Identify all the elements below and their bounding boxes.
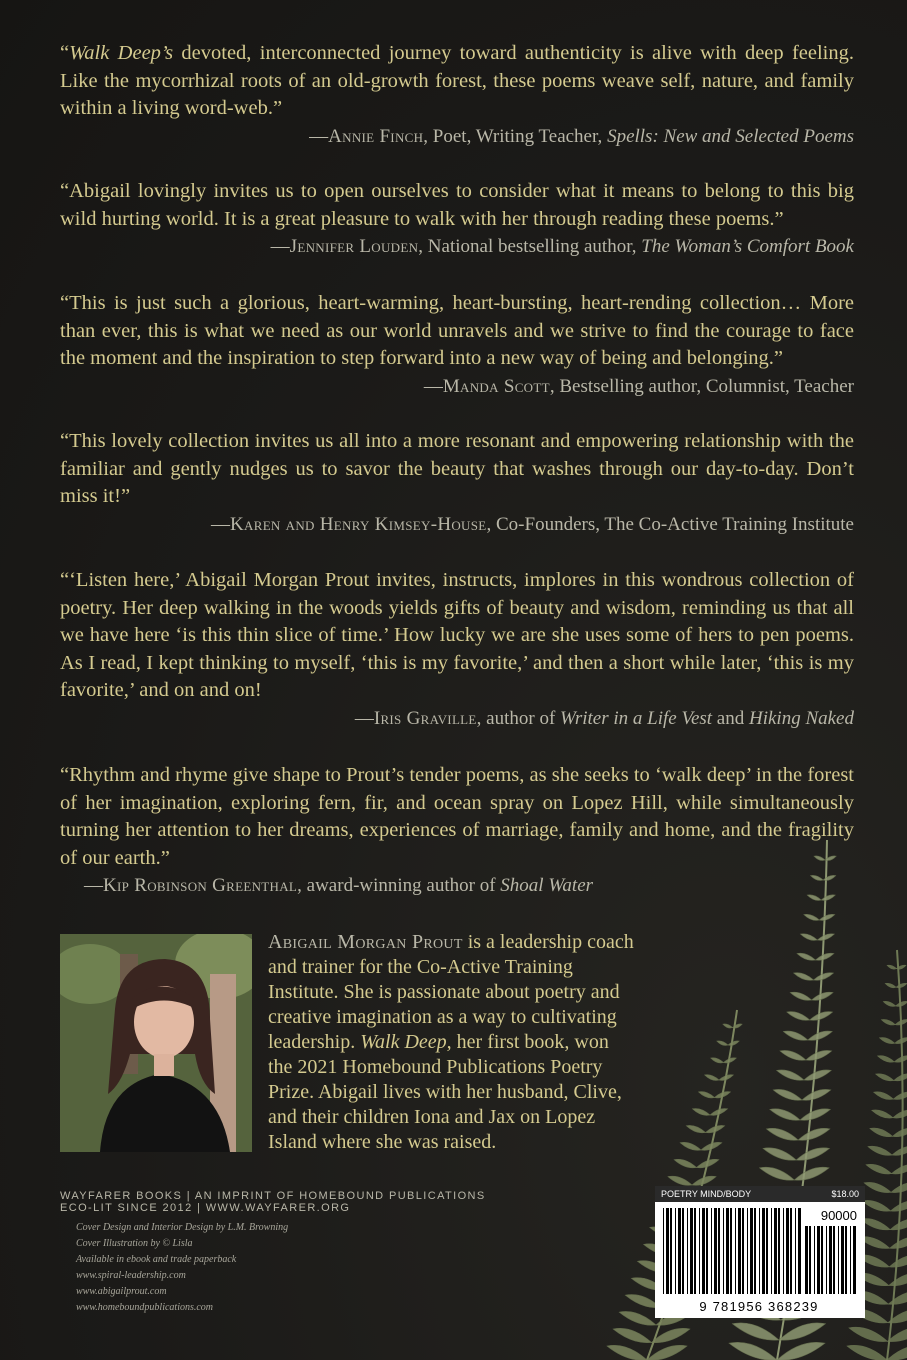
- fern-leaflet: [872, 1110, 893, 1118]
- fern-leaflet: [717, 1041, 728, 1046]
- barcode-price-code: 90000: [820, 1208, 857, 1223]
- barcode-bars-addon: [805, 1226, 859, 1294]
- fern-leaflet: [647, 1345, 687, 1360]
- fern-leaflet: [892, 1128, 907, 1137]
- fern-leaflet: [711, 1058, 724, 1063]
- publisher-info: [60, 1190, 490, 1214]
- barcode-bar: [845, 1226, 847, 1294]
- fern-leaflet: [896, 1001, 907, 1006]
- barcode-bar: [711, 1208, 712, 1294]
- barcode-bar: [814, 1226, 815, 1294]
- barcode-bar: [829, 1226, 832, 1294]
- quote-text: “This is just such a glorious, heart-warming, heart-bursting, heart-rending collection… More than ever, this is what we need as our world unravels and we strive to find the courage to face the moment and the inspiration to step forward into a new way of being and belonging.”: [60, 292, 854, 369]
- credit-line: www.spiral-leadership.com: [76, 1270, 186, 1281]
- quote-text: “Rhythm and rhyme give shape to Prout’s tender poems, as she seeks to ‘walk deep’ in the forest of her imagination, exploring fern, fir, and ocean spray on Lopez Hill, while simultaneously turning her attention to her dreams, experiences of marriage, family and home, and the fragility of our earth.”: [60, 764, 854, 869]
- barcode-bar: [666, 1208, 669, 1294]
- quote-text: “This lovely collection invites us all into a more resonant and empowering relationship with the familiar and gently nudges us to savor the beauty that washes through our day-to-day. Don’t miss it!”: [60, 430, 854, 507]
- fern-leaflet: [780, 1050, 806, 1060]
- fern-leaflet: [847, 1345, 887, 1360]
- barcode-bar: [841, 1226, 844, 1294]
- barcode-price: $18.00: [831, 1189, 859, 1199]
- barcode-bar: [678, 1208, 681, 1294]
- fern-leaflet: [729, 1342, 777, 1360]
- fern-leaflet: [849, 1327, 888, 1341]
- fern-leaflet: [797, 953, 815, 960]
- quote-attribution: —Jennifer Louden, National bestselling author, The Woman’s Comfort Book: [270, 236, 854, 257]
- fern-leaflet: [794, 973, 814, 981]
- fern-leaflet: [885, 983, 896, 988]
- barcode-bar: [690, 1208, 693, 1294]
- fern-leaflet: [613, 1328, 651, 1342]
- fern-leaflet: [724, 1058, 737, 1063]
- barcode-bar: [663, 1208, 664, 1294]
- fern-leaflet: [692, 1109, 710, 1116]
- isbn-barcode: [655, 1186, 865, 1318]
- barcode-category: POETRY MIND/BODY: [661, 1189, 752, 1199]
- fern-leaflet: [692, 1176, 716, 1185]
- fern-leaflet: [804, 1070, 831, 1080]
- fern-leaflet: [881, 1019, 895, 1025]
- fern-leaflet: [888, 1291, 907, 1304]
- quote-attribution: —Iris Graville, author of Writer in a Life Vest and Hiking Naked: [354, 707, 854, 729]
- author-bio: Abigail Morgan Prout is a leadership coach and trainer for the Co-Active Training Institute. She is passionate about poetry and creative imagination as a way to cultivating leadership. Walk Deep, her first book, won the 2021 Homebound Publications Poetry Prize. Abigail lives with her husband, Clive, and their children Iona and Jax on Lopez Island where she was raised.: [268, 931, 634, 1153]
- fern-leaflet: [607, 1345, 647, 1360]
- fern-leaflet: [699, 1092, 715, 1098]
- barcode-bar: [742, 1208, 744, 1294]
- barcode-bar: [821, 1226, 823, 1294]
- fern-leaflet: [705, 1075, 719, 1081]
- barcode-bar: [718, 1208, 720, 1294]
- barcode-bar: [805, 1226, 808, 1294]
- fern-leaflet: [787, 1012, 810, 1021]
- fern-leaflet: [706, 1125, 725, 1132]
- barcode-bar: [706, 1208, 708, 1294]
- fern-leaflet: [800, 934, 817, 941]
- fern-leaflet: [892, 1164, 907, 1174]
- quote-3: [60, 290, 854, 400]
- credit-line: www.abigailprout.com: [76, 1286, 167, 1297]
- fern-leaflet: [680, 1142, 701, 1150]
- quote-attribution: —Annie Finch, Poet, Writing Teacher, Spells: New and Selected Poems: [309, 125, 854, 147]
- barcode-bar: [786, 1208, 789, 1294]
- publisher-line-2: ECO-LIT SINCE 2012 | WWW.WAYFARER.ORG: [60, 1202, 351, 1214]
- barcode-bar: [766, 1208, 768, 1294]
- barcode-bar: [750, 1208, 753, 1294]
- barcode-bar: [735, 1208, 736, 1294]
- fern-leaflet: [719, 1075, 733, 1081]
- fern-leaflet: [728, 1041, 739, 1046]
- barcode-bar: [675, 1208, 676, 1294]
- barcode-bar: [762, 1208, 765, 1294]
- barcode-bar: [833, 1226, 835, 1294]
- barcode-bar: [759, 1208, 760, 1294]
- fern-leaflet: [896, 983, 907, 988]
- fern-leaflet: [891, 1182, 907, 1192]
- barcode-bar: [783, 1208, 784, 1294]
- fern-leaflet: [701, 1142, 722, 1150]
- credit-line: Available in ebook and trade paperback: [76, 1254, 237, 1265]
- fern-leaflet: [763, 1148, 796, 1160]
- fern-leaflet: [802, 1089, 831, 1100]
- fern-leaflet: [894, 1056, 907, 1063]
- barcode-bar: [795, 1208, 796, 1294]
- quote-attribution: —Kip Robinson Greenthal, award-winning author of Shoal Water: [84, 875, 594, 896]
- fern-leaflet: [796, 1148, 829, 1160]
- barcode-bar: [723, 1208, 724, 1294]
- barcode-bar: [754, 1208, 756, 1294]
- fern-leaflet: [777, 1070, 804, 1080]
- barcode-bar: [771, 1208, 772, 1294]
- fern-leaflet: [804, 914, 820, 920]
- fern-leaflet: [814, 973, 834, 981]
- fern-leaflet: [779, 1323, 826, 1340]
- barcode-bar: [714, 1208, 717, 1294]
- barcode-bar: [809, 1226, 811, 1294]
- fern-leaflet: [891, 1200, 907, 1211]
- fern-leaflet: [715, 1092, 731, 1098]
- fern-leaflet: [810, 1012, 833, 1021]
- barcode-bar: [694, 1208, 696, 1294]
- fern-leaflet: [686, 1125, 705, 1132]
- barcode-bar: [726, 1208, 729, 1294]
- fern-leaflet: [760, 1167, 795, 1180]
- credit-line: Cover Illustration by © Lisla: [76, 1238, 193, 1249]
- barcode-bar: [850, 1226, 851, 1294]
- fern-leaflet: [889, 1255, 907, 1267]
- quote-attribution: —Manda Scott, Bestselling author, Columnist, Teacher: [423, 375, 854, 397]
- fern-leaflet: [806, 1050, 832, 1060]
- barcode-bar: [699, 1208, 700, 1294]
- quote-text: “‘Listen here,’ Abigail Morgan Prout invites, instructs, implores in this wondrous collection of poetry. Her deep walking in the woods yields gifts of beauty and wisdom, reminding us that all we have here ‘is this thin slice of time.’ How lucky we are she uses some of hers to pen poems. As I read, I kept thinking to myself, ‘this is my favorite,’ and then a short while later, ‘this is my favorite,’ and on and on!: [60, 569, 854, 701]
- fern-leaflet: [668, 1176, 692, 1185]
- fern-leaflet: [732, 1323, 779, 1340]
- fern-leaflet: [808, 1031, 832, 1040]
- fern-leaflet: [888, 1309, 907, 1323]
- quote-text: “Abigail lovingly invites us to open ourselves to consider what it means to belong to this big wild hurting world. It is a great pleasure to walk with her through reading these poems.”: [60, 180, 854, 230]
- fern-leaflet: [619, 1311, 656, 1325]
- quote-text: “Walk Deep’s devoted, interconnected journey toward authenticity is alive with deep feeling. Like the mycorrhizal roots of an old-growth forest, these poems weave self, nature, and family within a living word-web.”: [60, 42, 854, 119]
- author-photo: [60, 934, 252, 1152]
- fern-leaflet: [674, 1159, 696, 1168]
- barcode-bar: [682, 1208, 684, 1294]
- fern-leaflet: [773, 1089, 802, 1100]
- fern-leaflet: [876, 1074, 894, 1081]
- quote-6: [60, 762, 854, 900]
- fern-leaflet: [894, 1074, 907, 1081]
- fern-leaflet: [862, 1200, 890, 1211]
- fern-leaflet: [819, 914, 835, 920]
- fern-leaflet: [868, 1146, 892, 1155]
- fern-leaflet: [893, 1110, 907, 1118]
- barcode-bar: [778, 1208, 780, 1294]
- barcode-bar: [738, 1208, 741, 1294]
- credits: [76, 1220, 416, 1316]
- fern-leaflet: [766, 1128, 798, 1140]
- fern-leaflet: [723, 1024, 733, 1028]
- fern-leaflet: [815, 953, 833, 960]
- fern-leaflet: [697, 1159, 719, 1168]
- fern-leaflet: [879, 1038, 894, 1044]
- barcode-bar: [817, 1226, 820, 1294]
- credit-line: www.homeboundpublications.com: [76, 1302, 214, 1313]
- barcode-header: [655, 1186, 865, 1202]
- fern-leaflet: [812, 992, 833, 1000]
- barcode-bar: [798, 1208, 801, 1294]
- fern-leaflet: [866, 1164, 891, 1174]
- fern-leaflet: [817, 934, 834, 941]
- fern-leaflet: [864, 1182, 891, 1192]
- publisher-line-1: WAYFARER BOOKS | AN IMPRINT OF HOMEBOUND PUBLICATIONS: [60, 1190, 486, 1202]
- barcode-bar: [670, 1208, 672, 1294]
- barcode-bar: [687, 1208, 688, 1294]
- fern-leaflet: [874, 1092, 894, 1100]
- fern-leaflet: [889, 1273, 907, 1286]
- fern-leaflet: [794, 1167, 829, 1180]
- isbn-number: 9 781956 368239: [699, 1299, 819, 1314]
- fern-leaflet: [893, 1092, 907, 1100]
- fern-leaflet: [777, 1342, 825, 1360]
- barcode-bar: [838, 1226, 839, 1294]
- barcode-bar: [730, 1208, 732, 1294]
- fern-leaflet: [887, 1345, 907, 1360]
- barcode-bar: [747, 1208, 748, 1294]
- fern-leaflet: [770, 1109, 800, 1120]
- quote-1: [60, 40, 854, 150]
- fern-leaflet: [887, 965, 896, 969]
- barcode-bars-main: [663, 1208, 803, 1294]
- fern-leaflet: [783, 1031, 807, 1040]
- credit-line: Cover Design and Interior Design by L.M. Browning: [76, 1222, 289, 1233]
- fern-leaflet: [800, 1109, 830, 1120]
- quote-5: [60, 567, 854, 732]
- fern-leaflet: [892, 1146, 907, 1155]
- fern-leaflet: [870, 1128, 893, 1137]
- quote-4: [60, 428, 854, 538]
- fern-leaflet: [883, 1001, 895, 1006]
- fern-leaflet: [790, 992, 811, 1000]
- fern-leaflet: [878, 1056, 895, 1063]
- barcode-bar: [853, 1226, 856, 1294]
- fern-leaflet: [798, 1128, 830, 1140]
- quote-attribution: —Karen and Henry Kimsey-House, Co-Founders, The Co-Active Training Institute: [211, 513, 854, 535]
- fern-leaflet: [710, 1109, 728, 1116]
- quote-2: [60, 178, 854, 261]
- barcode-bar: [826, 1226, 827, 1294]
- barcode-bar: [702, 1208, 705, 1294]
- barcode-bar: [774, 1208, 777, 1294]
- barcode-bar: [790, 1208, 792, 1294]
